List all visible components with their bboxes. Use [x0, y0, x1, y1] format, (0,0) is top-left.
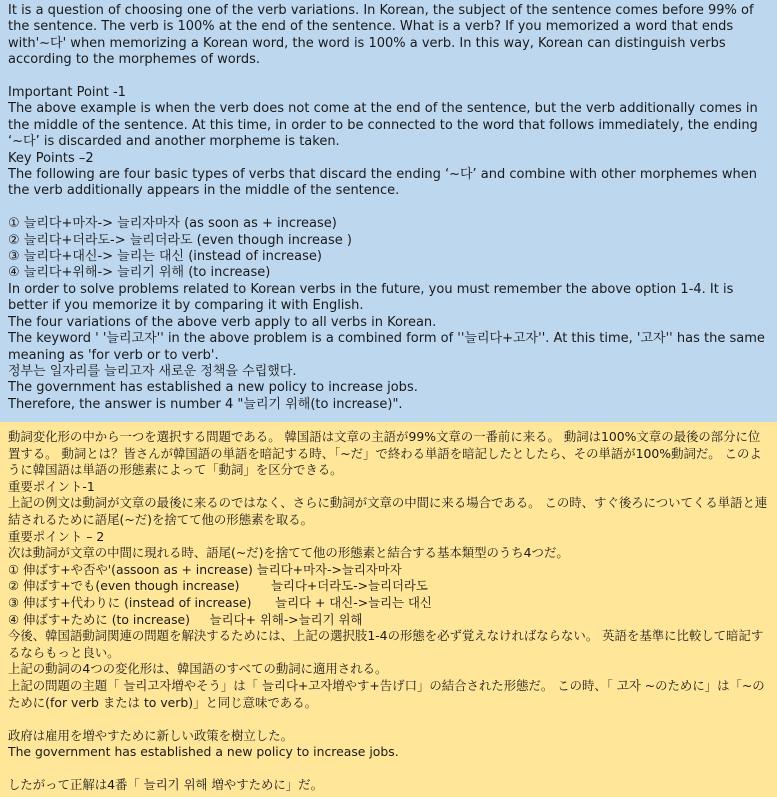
- english-point2-text: The following are four basic types of verbs that discard the ending ‘~다’ and combine with other morphemes when the verb additionally appears in the middle of the sentence.: [8, 167, 757, 199]
- english-answer-text: Therefore, the answer is number 4 "늘리기 위해(to increase)".: [8, 396, 403, 412]
- japanese-keyword-text: 上記の問題の主題「 늘리고자増やそう」は「 늘리다+고자増やす+告げ口」の結合された形態だ。 この時、「 고자 ~のために」は「~のために(for verb または to verb)」と同じ意味である。: [8, 677, 765, 710]
- japanese-answer-text: したがって正解は4番「 늘리기 위해 増やすために」だ。: [8, 777, 323, 793]
- english-option-3: ③ 늘리다+대신-> 늘리는 대신 (instead of increase): [8, 249, 322, 265]
- japanese-point1-title: 重要ポイント-1: [8, 478, 95, 494]
- spacer: [8, 200, 769, 216]
- japanese-advice-text: 今後、韓国語動詞関連の問題を解決するためには、上記の選択肢1-4の形態を必ず覚えなければならない。 英語を基準に比較して暗記するならもっと良い。: [8, 628, 764, 660]
- japanese-example-sentence: 政府は雇用を増やすために新しい政策を樹立した。: [8, 727, 293, 743]
- english-option-2: ② 늘리다+더라도-> 늘리더라도 (even though increase ): [8, 232, 352, 248]
- japanese-option-1: ① 伸ばす+や否や'(assoon as + increase) 늘리다+마자->늘리자마자: [8, 561, 402, 577]
- english-intro-paragraph: It is a question of choosing one of the verb variations. In Korean, the subject of the sentence comes before 99% of the sentence. The verb is 100% at the end of the sentence. What is a verb? If you memorized a word that ends with'~다' when memorizing a Korean word, the word is 100% a verb. In this way, Korean can distinguish verbs according to the morphemes of words.: [8, 3, 754, 68]
- korean-example-sentence: 정부는 일자리를 늘리고자 새로운 정책을 수립했다.: [8, 363, 297, 379]
- english-advice-text: In order to solve problems related to Korean verbs in the future, you must remember the above option 1-4. It is better if you memorize it by comparing it with English.: [8, 281, 734, 314]
- japanese-point2-title: 重要ポイント – 2: [8, 528, 105, 544]
- english-example-sentence: The government has established a new policy to increase jobs.: [8, 380, 418, 396]
- english-apply-text: The four variations of the above verb apply to all verbs in Korean.: [8, 314, 437, 330]
- japanese-option-4: ④ 伸ばす+ために (to increase) 늘리다+ 위해->늘리기 위해: [8, 611, 363, 627]
- english-example-sentence-jp: The government has established a new policy to increase jobs.: [8, 744, 399, 760]
- english-option-1: ① 늘리다+마자-> 늘리자마자 (as soon as + increase): [8, 216, 337, 232]
- japanese-intro-paragraph: 動詞変化形の中から一つを選択する問題である。 韓国語は文章の主語が99%文章の一番前に来る。 動詞は100%文章の最後の部分に位置する。 動詞とは？皆さんが韓国語の単語を暗記する時、「~だ」で終わる単語を暗記したとしたら、その単語が100%動詞だ。 このように韓国語は単語の形態素によって「動詞」を区分できる。: [8, 429, 762, 478]
- japanese-point1-text: 上記の例文は動詞が文章の最後に来るのではなく、さらに動詞が文章の中間に来る場合である。 この時、すぐ後ろについてくる単語と連結されるために語尾(~だ)を捨てて他の形態素を取る。: [8, 495, 768, 527]
- spacer: [8, 69, 769, 85]
- japanese-explanation-panel: [0, 422, 777, 797]
- english-point1-title: Important Point -1: [8, 85, 126, 101]
- spacer: [8, 761, 769, 778]
- english-point1-text: The above example is when the verb does not come at the end of the sentence, but the verb additionally comes in the middle of the sentence. At this time, in order to be connected to the word that follows immediately, the ending ‘~다’ is discarded and another morpheme is taken.: [8, 101, 758, 150]
- japanese-option-3: ③ 伸ばす+代わりに (instead of increase) 늘리다 + 대신->늘리는 대신: [8, 594, 432, 610]
- spacer: [8, 711, 769, 728]
- japanese-apply-text: 上記の動詞の4つの変化形は、韓国語のすべての動詞に適用される。: [8, 661, 388, 677]
- english-option-4: ④ 늘리다+위해-> 늘리기 위해 (to increase): [8, 265, 271, 281]
- japanese-option-2: ② 伸ばす+でも(even though increase) 늘리다+더라도->늘리더라도: [8, 578, 428, 594]
- english-keyword-text: The keyword ' '늘리고자'' in the above problem is a combined form of ''늘리다+고자''. At this time, '고자'' has the same meaning as 'for verb or to verb'.: [8, 331, 765, 363]
- japanese-point2-text: 次は動詞が文章の中間に現れる時、語尾(~だ)を捨てて他の形態素と結合する基本類型のうち4つだ。: [8, 545, 569, 561]
- english-point2-title: Key Points –2: [8, 150, 94, 166]
